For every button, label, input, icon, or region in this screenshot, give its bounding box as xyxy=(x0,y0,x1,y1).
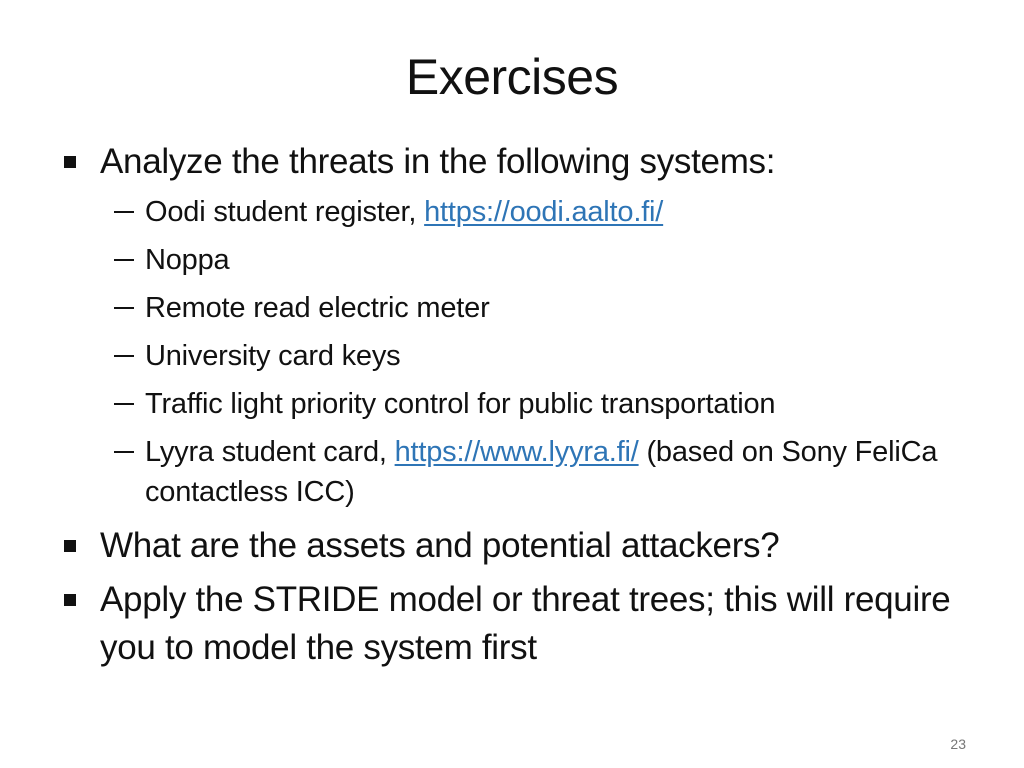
subitem-text: Lyyra student card, xyxy=(145,436,395,468)
list-item-lyyra xyxy=(62,428,962,516)
slide-title: Exercises xyxy=(405,49,619,105)
subitem-text: Noppa xyxy=(145,244,230,276)
square-bullet-icon xyxy=(64,522,78,570)
oodi-link[interactable]: https://oodi.aalto.fi/ xyxy=(424,196,664,228)
subitem-text: Traffic light priority control for public transportation xyxy=(145,388,776,420)
dash-icon xyxy=(114,380,136,428)
dash-icon xyxy=(114,332,136,380)
dash-icon xyxy=(114,428,136,476)
bullet-text: What are the assets and potential attackers? xyxy=(100,526,780,565)
subitem-text: University card keys xyxy=(145,340,401,372)
bullet-analyze-threats xyxy=(62,138,962,186)
bullet-text: Apply the STRIDE model or threat trees; this will require you to model the system first xyxy=(100,580,951,667)
list-item-noppa xyxy=(62,236,962,284)
list-item-traffic-light xyxy=(62,380,962,428)
list-item-oodi xyxy=(62,188,962,236)
subitem-text: Remote read electric meter xyxy=(145,292,490,324)
list-item-card-keys xyxy=(62,332,962,380)
slide-content xyxy=(62,138,962,672)
list-item-electric-meter xyxy=(62,284,962,332)
subitem-text-continued: (based on Sony FeliCa contactless ICC) xyxy=(145,436,938,508)
dash-icon xyxy=(114,188,136,236)
bullet-stride-model xyxy=(62,576,962,672)
square-bullet-icon xyxy=(64,576,78,624)
dash-icon xyxy=(114,284,136,332)
lyyra-link[interactable]: https://www.lyyra.fi/ xyxy=(394,436,639,468)
dash-icon xyxy=(114,236,136,284)
page-number: 23 xyxy=(950,736,966,752)
square-bullet-icon xyxy=(64,138,78,186)
bullet-text: Analyze the threats in the following systems: xyxy=(100,142,776,181)
bullet-assets-attackers xyxy=(62,522,962,570)
systems-list xyxy=(62,188,962,516)
subitem-text: Oodi student register, xyxy=(145,196,425,228)
